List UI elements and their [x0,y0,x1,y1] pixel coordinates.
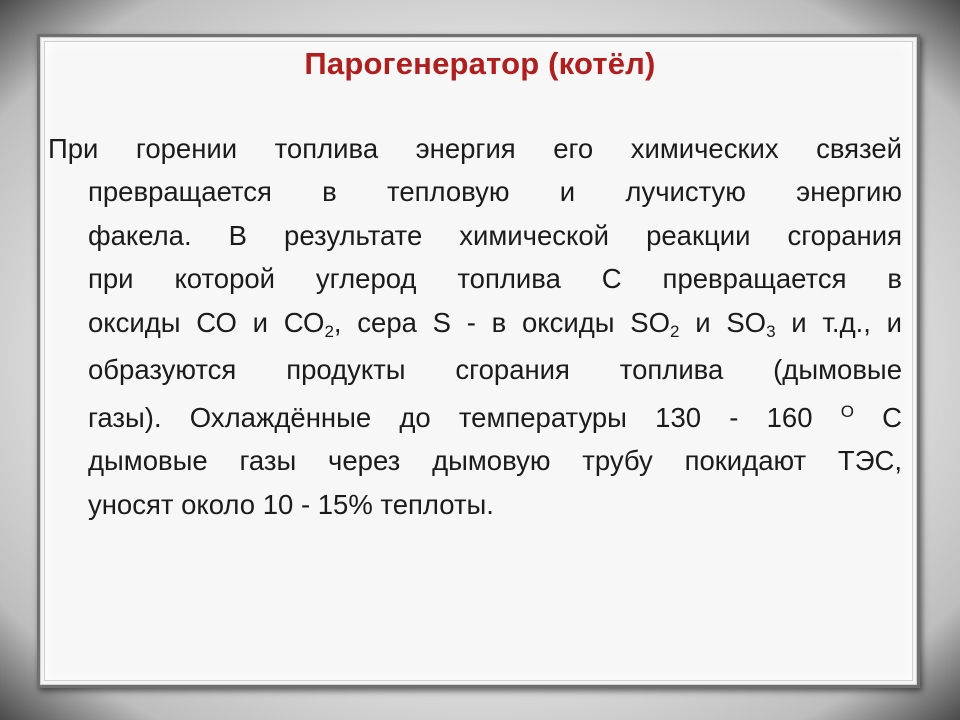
subscript: 3 [766,321,776,341]
text-segment: С [853,402,903,434]
text-segment: газы). Охлаждённые до температуры 130 - 160 [88,402,841,434]
paragraph-line-with-degree [48,396,902,439]
text-segment: , сера S - в оксиды SO [333,306,671,338]
paragraph-line: При горении топлива энергия его химических связей [48,133,902,164]
paragraph-line: образуются продукты сгорания топлива (дымовые [88,354,902,386]
text-segment: и SO [679,306,767,338]
paragraph-line: при которой углерод топлива С превращается в [88,263,902,295]
slide-title: Парогенератор (котёл) [304,46,656,81]
slide-body-paragraph [48,127,902,526]
text-segment: оксиды СО и СО [88,306,325,338]
text-segment: и т.д., и [775,306,903,338]
paragraph-line: факела. В результате химической реакции сгорания [88,219,902,251]
paragraph-line: уносят около 10 - 15% теплоты. [88,488,494,520]
paragraph-line: превращается в тепловую и лучистую энергию [88,176,902,208]
subscript: 2 [324,321,334,341]
subscript: 2 [670,321,680,341]
paragraph-line-with-formulas [48,301,902,344]
degree-mark: О [840,402,854,422]
paragraph-line: дымовые газы через дымовую трубу покидают ТЭС, [88,445,902,477]
